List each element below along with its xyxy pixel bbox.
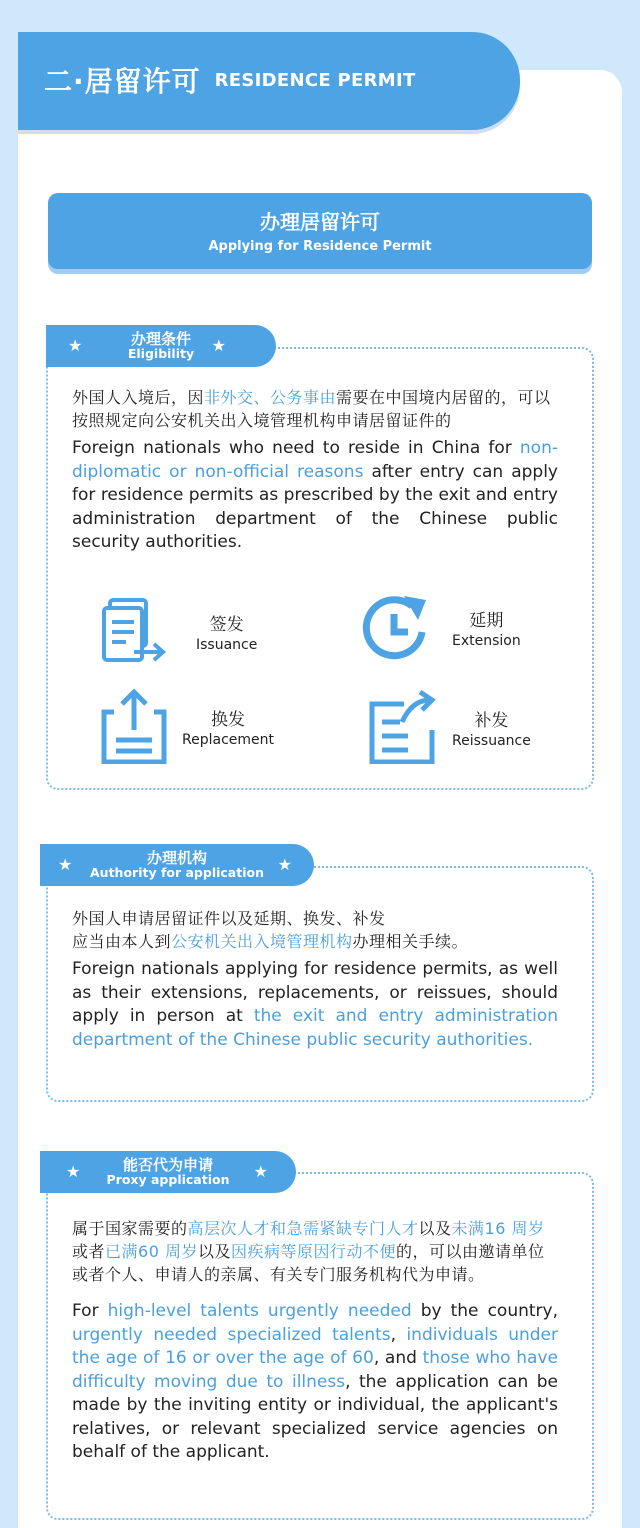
star-icon: ★ xyxy=(66,1162,81,1181)
reissuance-en: Reissuance xyxy=(452,732,531,749)
main-title-en: Applying for Residence Permit xyxy=(208,239,432,254)
header-title-cn: 二·居留许可 xyxy=(44,65,201,98)
eligibility-en-paragraph: Foreign nationals who need to reside in China for non-diplomatic or non-official reasons after entry can apply for residence permits as prescribed by the exit and entry administration department of the Chinese public security authorities. xyxy=(72,438,558,552)
type-reissuance xyxy=(368,690,531,764)
proxy-label-cn: 能否代为申请 xyxy=(122,1155,213,1174)
reissuance-cn: 补发 xyxy=(474,710,509,731)
upload-tray-icon xyxy=(100,688,170,764)
document-issue-icon xyxy=(100,596,170,666)
replacement-en: Replacement xyxy=(182,731,274,748)
authority-cn-line1: 外国人申请居留证件以及延期、换发、补发 xyxy=(72,909,386,928)
star-icon: ★ xyxy=(58,855,73,874)
star-icon: ★ xyxy=(68,336,83,355)
authority-label xyxy=(40,844,314,886)
eligibility-cn-paragraph: 外国人入境后，因非外交、公务事由需要在中国境内居留的，可以按照规定向公安机关出入境管理机构申请居留证件的 xyxy=(72,388,551,430)
eligibility-text xyxy=(72,386,558,555)
eligibility-label-cn: 办理条件 xyxy=(130,329,191,348)
proxy-text xyxy=(72,1217,558,1465)
authority-label-en: Authority for application xyxy=(90,865,264,881)
clock-extension-icon xyxy=(360,592,430,662)
authority-text xyxy=(72,907,558,1052)
proxy-en-paragraph: For high-level talents urgently needed by the country, urgently needed specialized talents, individuals under the age of 16 or over the age of 60, and those who have difficulty moving due to illness, the application can be made by the inviting entity or individual, the applicant's relatives, or relevant specialized service agencies on behalf of the applicant. xyxy=(72,1301,559,1462)
eligibility-label xyxy=(46,325,276,367)
authority-en-paragraph: Foreign nationals applying for residence permits, as well as their extensions, replacements, or reissues, should apply in person at the exit and entry administration department of the Chinese public security authorities. xyxy=(72,959,558,1050)
section-header xyxy=(44,60,416,100)
edit-arrow-icon xyxy=(368,690,438,764)
proxy-cn-paragraph: 属于国家需要的高层次人才和急需紧缺专门人才以及未满16 周岁或者已满60 周岁以及因疾病等原因行动不便的，可以由邀请单位或者个人、申请人的亲属、有关专门服务机构代为申请。 xyxy=(72,1219,545,1284)
replacement-cn: 换发 xyxy=(211,709,245,730)
star-icon: ★ xyxy=(211,336,226,355)
header-title-en: RESIDENCE PERMIT xyxy=(214,69,416,91)
proxy-label-en: Proxy application xyxy=(106,1172,230,1188)
star-icon: ★ xyxy=(277,855,292,874)
extension-en: Extension xyxy=(452,632,521,649)
eligibility-label-en: Eligibility xyxy=(127,346,195,362)
authority-cn-line2: 应当由本人到公安机关出入境管理机构办理相关手续。 xyxy=(72,932,469,951)
authority-label-cn: 办理机构 xyxy=(146,848,207,867)
type-issuance xyxy=(100,596,257,666)
extension-cn: 延期 xyxy=(469,610,504,631)
star-icon: ★ xyxy=(253,1162,268,1181)
issuance-cn: 签发 xyxy=(209,614,244,635)
main-title-cn: 办理居留许可 xyxy=(260,210,380,234)
main-title-banner xyxy=(48,193,592,269)
type-extension xyxy=(360,592,521,662)
type-replacement xyxy=(100,688,274,764)
proxy-label xyxy=(40,1151,296,1193)
issuance-en: Issuance xyxy=(196,636,258,653)
